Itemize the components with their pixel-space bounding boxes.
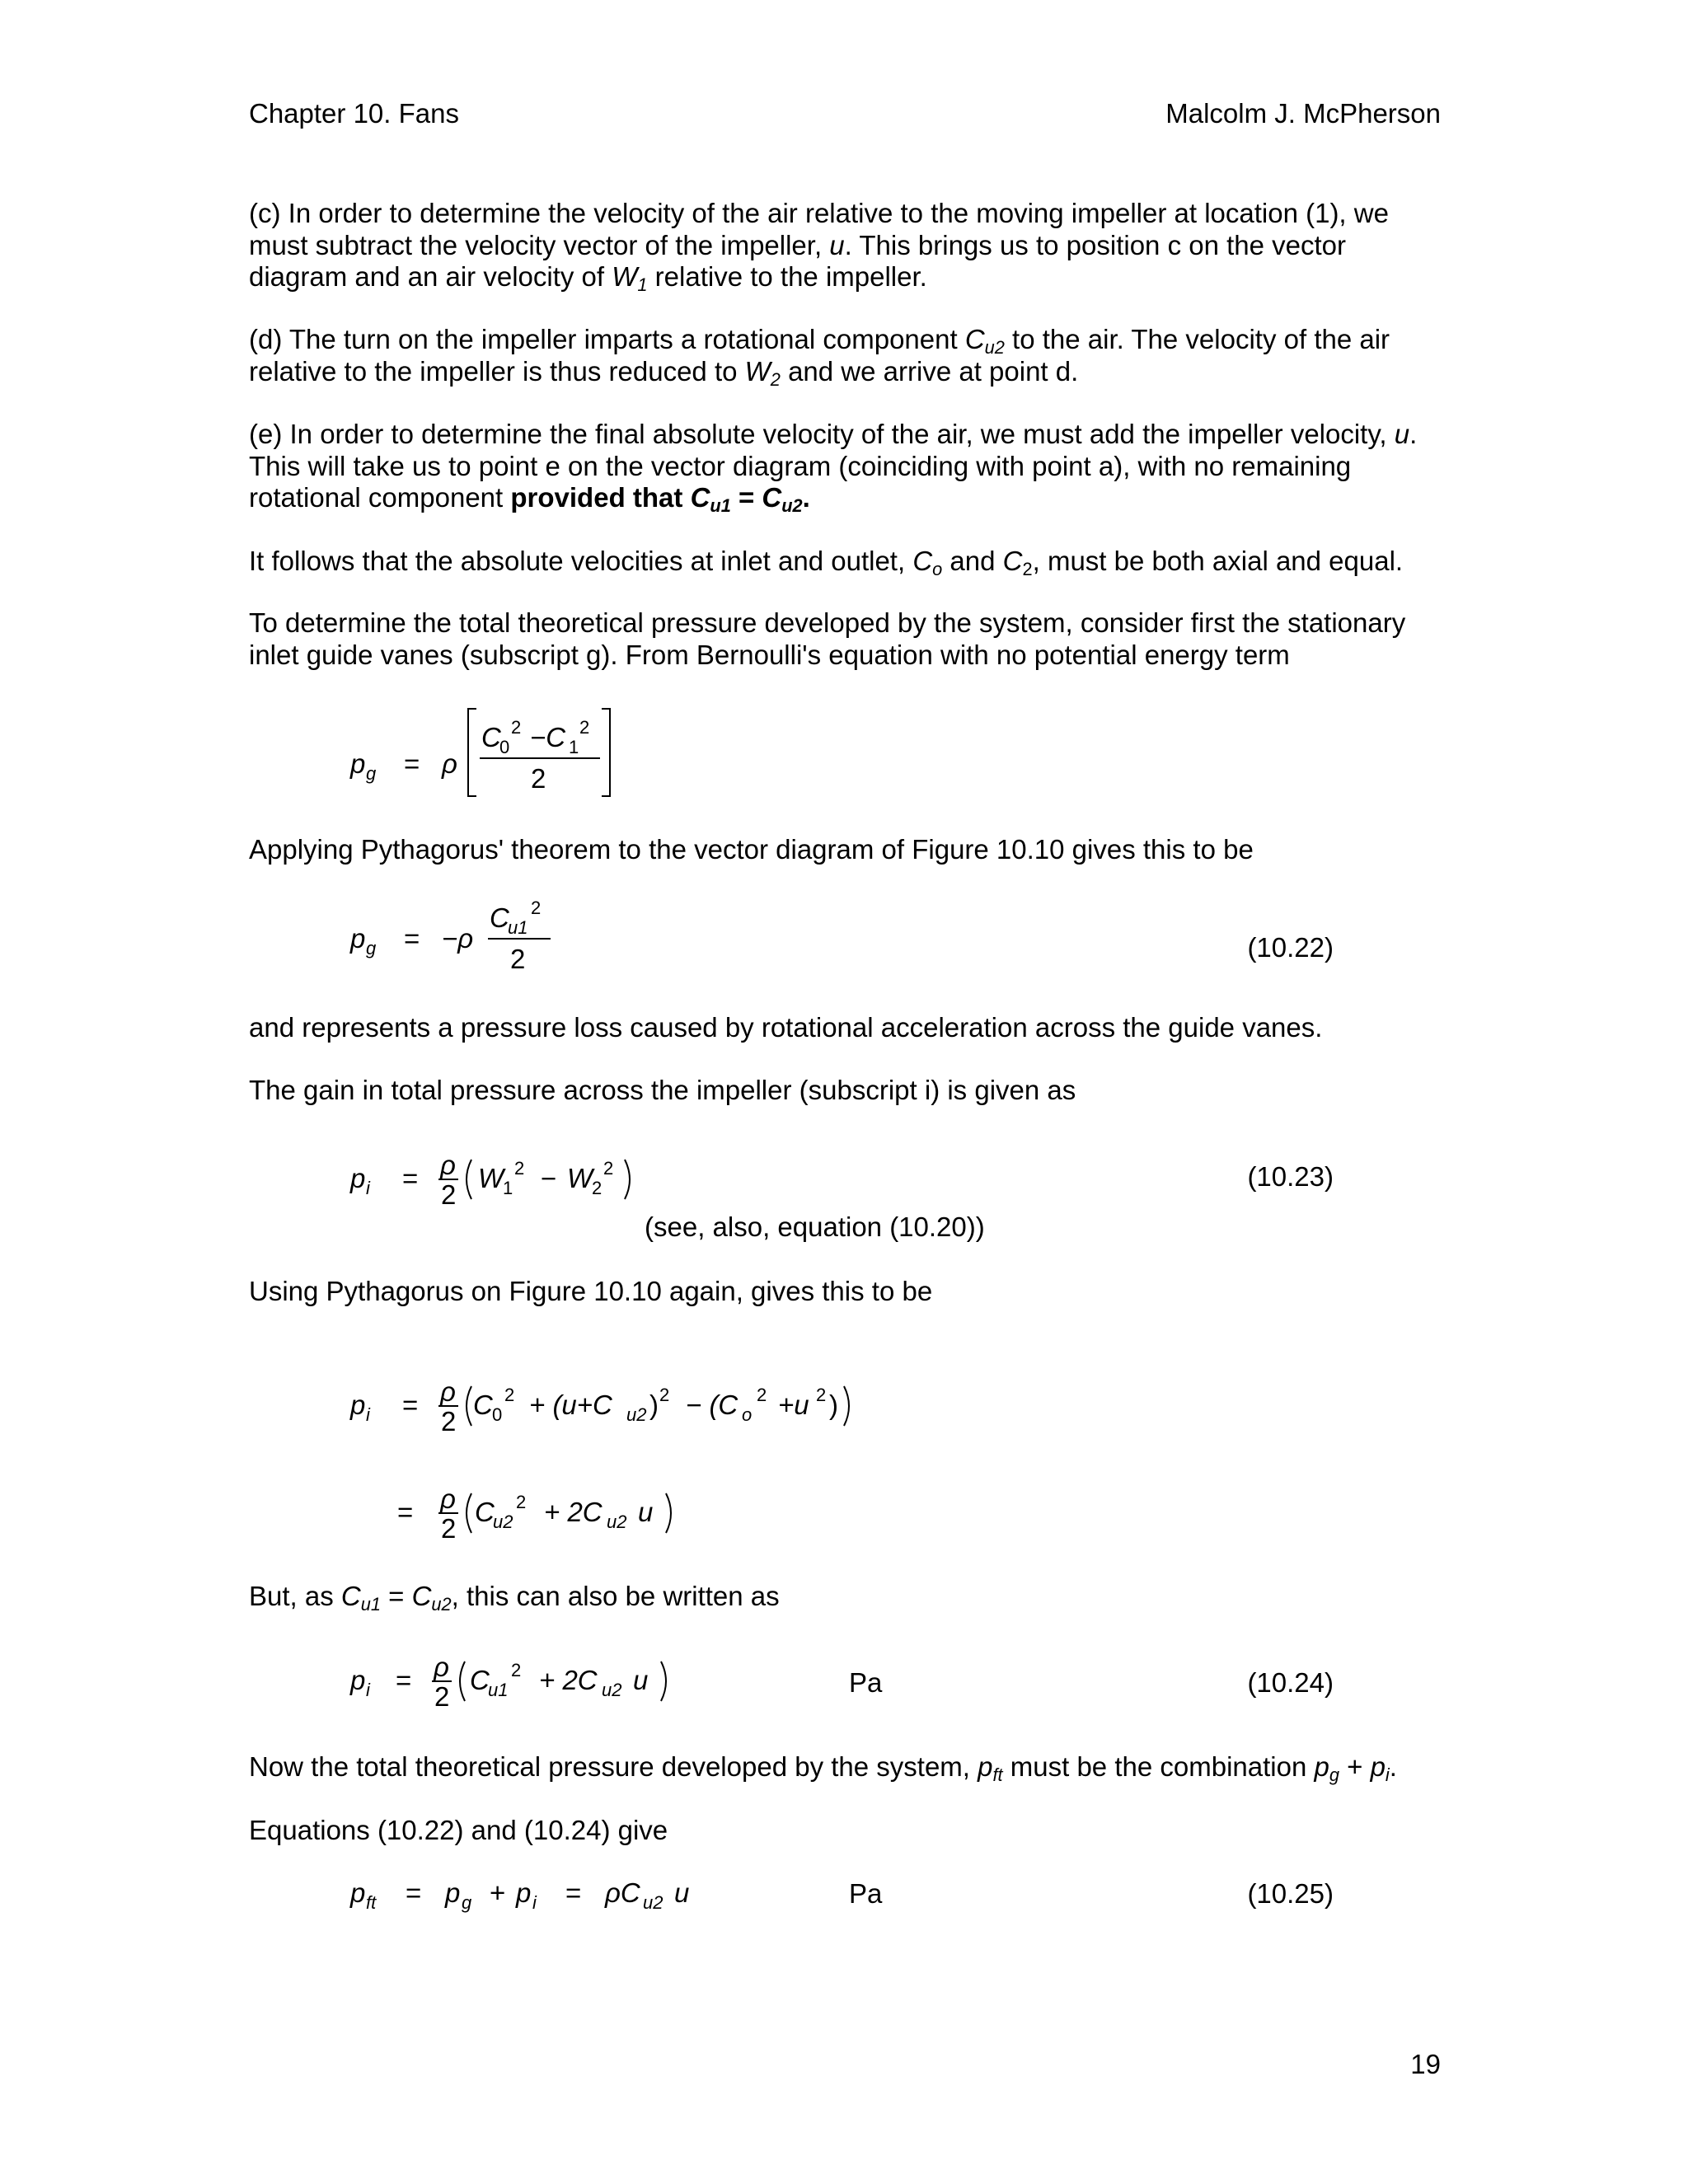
eq-rho: ρ bbox=[440, 1376, 456, 1407]
chapter-header: Chapter 10. Fans bbox=[249, 98, 459, 129]
subscript: u1 bbox=[360, 1594, 381, 1615]
left-paren bbox=[460, 1661, 465, 1701]
symbol: u bbox=[829, 229, 845, 260]
eq-denominator: 2 bbox=[441, 1179, 457, 1210]
left-bracket bbox=[468, 709, 476, 796]
eq-subscript: u2 bbox=[626, 1404, 647, 1425]
author-header: Malcolm J. McPherson bbox=[1165, 98, 1441, 129]
text: (c) In order to determine the velocity of the air relative to the moving impeller at location (1), we bbox=[249, 198, 1389, 228]
eq-subscript: 0 bbox=[499, 737, 510, 757]
subscript: ft bbox=[992, 1765, 1003, 1786]
symbol: W bbox=[744, 355, 771, 387]
eq-term: + (u+C bbox=[529, 1390, 612, 1420]
text-line bbox=[249, 356, 1452, 388]
equation-note: (see, also, equation (10.20)) bbox=[645, 1212, 985, 1242]
eq-term: − (C bbox=[686, 1390, 738, 1420]
symbol: C bbox=[340, 1581, 361, 1611]
eq-subscript: u1 bbox=[508, 917, 528, 938]
text-line bbox=[249, 1075, 1452, 1107]
text: diagram and an air velocity of bbox=[249, 261, 612, 292]
eq-symbol: u bbox=[638, 1497, 654, 1527]
text: and bbox=[942, 546, 1003, 576]
text: This will take us to point e on the vector diagram (coinciding with point a), with no remaining bbox=[249, 450, 1352, 481]
eq-symbol: p bbox=[350, 1390, 366, 1420]
eq-subscript: o bbox=[742, 1404, 753, 1425]
eq-equals: = bbox=[404, 923, 420, 954]
eq-term: +u bbox=[778, 1390, 809, 1420]
eq-superscript: 2 bbox=[659, 1385, 670, 1405]
eq-subscript: ft bbox=[366, 1892, 377, 1913]
text: Using Pythagorus on Figure 10.10 again, gives this to be bbox=[249, 1276, 933, 1306]
paragraph-pythagorus-again bbox=[249, 1276, 1452, 1308]
equation-number: (10.24) bbox=[1247, 1667, 1334, 1698]
eq-equals: = bbox=[406, 1877, 422, 1908]
text: to the air. The velocity of the air bbox=[1004, 324, 1390, 354]
eq-paren: ) bbox=[829, 1390, 838, 1420]
eq-symbol: C bbox=[481, 722, 501, 752]
symbol: C bbox=[964, 324, 985, 354]
text: To determine the total theoretical pressure developed by the system, consider first the stationary bbox=[249, 607, 1406, 638]
eq-symbol: p bbox=[516, 1877, 532, 1908]
eq-denominator: 2 bbox=[510, 944, 526, 974]
eq-subscript: i bbox=[366, 1404, 370, 1425]
paragraph-pythagoras bbox=[249, 834, 1452, 866]
equation-10-25 bbox=[0, 1864, 742, 1930]
equation-number: (10.23) bbox=[1247, 1161, 1334, 1192]
eq-equals: = bbox=[402, 1163, 419, 1193]
eq-symbol: −C bbox=[530, 722, 566, 752]
right-paren bbox=[844, 1386, 849, 1426]
text: The gain in total pressure across the impeller (subscript i) is given as bbox=[249, 1075, 1076, 1105]
text-line bbox=[249, 640, 1452, 672]
text-line bbox=[249, 230, 1452, 262]
eq-subscript: u2 bbox=[493, 1511, 513, 1532]
text: (d) The turn on the impeller imparts a rotational component bbox=[249, 324, 965, 354]
eq-paren: ) bbox=[649, 1390, 659, 1420]
text: (e) In order to determine the final absolute velocity of the air, we must add the impeller velocity, bbox=[249, 419, 1395, 449]
eq-symbol: W bbox=[478, 1163, 504, 1193]
eq-symbol: C bbox=[475, 1497, 495, 1527]
eq-superscript: 2 bbox=[531, 898, 542, 918]
eq-term: + 2C bbox=[539, 1665, 598, 1695]
paragraph-but-as bbox=[249, 1581, 1452, 1613]
left-paren bbox=[467, 1493, 471, 1533]
text: inlet guide vanes (subscript g). From Bernoulli's equation with no potential energy term bbox=[249, 639, 1290, 670]
text: relative to the impeller. bbox=[647, 261, 927, 292]
eq-symbol: p bbox=[350, 748, 366, 779]
subscript: u1 bbox=[710, 495, 731, 517]
eq-symbol: C bbox=[490, 902, 509, 933]
equation-number: (10.25) bbox=[1247, 1878, 1334, 1909]
eq-symbol: p bbox=[350, 923, 366, 954]
eq-denominator: 2 bbox=[441, 1406, 457, 1436]
paragraph-follows bbox=[249, 546, 1452, 578]
right-paren bbox=[661, 1661, 666, 1701]
eq-denominator: 2 bbox=[531, 763, 546, 794]
paragraph-e bbox=[249, 419, 1452, 517]
symbol: C bbox=[690, 482, 710, 513]
eq-rho: −ρ bbox=[442, 923, 474, 954]
equation-10-22 bbox=[0, 894, 742, 993]
paragraph-pressure-loss bbox=[249, 1012, 1452, 1044]
equation-10-23 bbox=[0, 1141, 742, 1224]
equation-impeller-expanded bbox=[0, 1368, 907, 1451]
text: . This brings us to position c on the vector bbox=[844, 229, 1347, 260]
text: + bbox=[1339, 1751, 1371, 1782]
symbol: p bbox=[978, 1751, 993, 1782]
text: Applying Pythagorus' theorem to the vector diagram of Figure 10.10 gives this to be bbox=[249, 834, 1254, 865]
eq-rho: ρ bbox=[440, 1483, 456, 1514]
subscript: 2 bbox=[1022, 559, 1033, 580]
paragraph-total-pressure bbox=[249, 1751, 1452, 1786]
eq-superscript: 2 bbox=[579, 717, 590, 738]
subscript: i bbox=[1385, 1765, 1390, 1786]
text-line bbox=[249, 324, 1452, 359]
text: , this can also be written as bbox=[451, 1581, 780, 1611]
eq-equals: = bbox=[397, 1497, 414, 1527]
text-line bbox=[249, 1276, 1452, 1308]
subscript: g bbox=[1329, 1765, 1339, 1786]
eq-superscript: 2 bbox=[757, 1385, 767, 1405]
eq-subscript: g bbox=[366, 763, 377, 784]
text: = bbox=[380, 1581, 412, 1611]
text: and we arrive at point d. bbox=[780, 355, 1079, 387]
eq-term: ρC bbox=[605, 1877, 640, 1908]
eq-symbol: W bbox=[567, 1163, 593, 1193]
equation-10-24 bbox=[0, 1643, 742, 1726]
left-paren bbox=[467, 1386, 471, 1426]
text-line bbox=[249, 451, 1452, 483]
eq-superscript: 2 bbox=[603, 1158, 614, 1179]
eq-plus: + bbox=[490, 1877, 506, 1908]
eq-subscript: u2 bbox=[607, 1511, 627, 1532]
symbol: p bbox=[1314, 1751, 1329, 1782]
text: Equations (10.22) and (10.24) give bbox=[249, 1815, 668, 1845]
text: relative to the impeller is thus reduced to bbox=[249, 355, 745, 387]
eq-minus: − bbox=[541, 1163, 557, 1193]
text: . bbox=[1409, 419, 1418, 449]
unit-pa: Pa bbox=[849, 1667, 883, 1698]
text-line bbox=[249, 1815, 1452, 1847]
subscript: u2 bbox=[984, 337, 1005, 359]
paragraph-equations-give bbox=[249, 1815, 1452, 1847]
symbol: u bbox=[1394, 419, 1410, 449]
unit-pa: Pa bbox=[849, 1878, 883, 1909]
text: . bbox=[1389, 1751, 1397, 1782]
text: must be the combination bbox=[1002, 1751, 1315, 1782]
eq-subscript: i bbox=[366, 1178, 370, 1198]
eq-rho: ρ bbox=[442, 748, 457, 779]
eq-subscript: i bbox=[366, 1680, 370, 1700]
symbol: C bbox=[411, 1581, 432, 1611]
text-line bbox=[249, 482, 1452, 517]
symbol: W bbox=[612, 261, 638, 292]
eq-equals: = bbox=[402, 1390, 419, 1420]
eq-superscript: 2 bbox=[511, 1660, 522, 1680]
eq-equals: = bbox=[565, 1877, 582, 1908]
text: = bbox=[730, 482, 762, 513]
eq-superscript: 2 bbox=[511, 717, 522, 738]
eq-superscript: 2 bbox=[504, 1385, 515, 1405]
eq-rho: ρ bbox=[440, 1150, 456, 1180]
eq-symbol: p bbox=[350, 1163, 366, 1193]
text: . bbox=[802, 482, 810, 513]
equation-number: (10.22) bbox=[1247, 932, 1334, 963]
subscript: o bbox=[932, 559, 943, 580]
right-paren bbox=[666, 1493, 671, 1533]
bold-condition bbox=[510, 482, 810, 517]
symbol: C bbox=[1002, 546, 1023, 576]
text: Now the total theoretical pressure developed by the system, bbox=[249, 1751, 978, 1782]
text-line bbox=[249, 834, 1452, 866]
eq-equals: = bbox=[404, 748, 420, 779]
text: must subtract the velocity vector of the impeller, bbox=[249, 229, 830, 260]
paragraph-impeller-gain bbox=[249, 1075, 1452, 1107]
eq-superscript: 2 bbox=[816, 1385, 827, 1405]
symbol: C bbox=[762, 482, 782, 513]
eq-term: + 2C bbox=[544, 1497, 603, 1527]
eq-symbol: u bbox=[633, 1665, 649, 1695]
eq-symbol: p bbox=[350, 1665, 366, 1695]
eq-symbol: C bbox=[473, 1390, 493, 1420]
text-line bbox=[249, 1751, 1452, 1786]
text-line bbox=[249, 1012, 1452, 1044]
text: It follows that the absolute velocities at inlet and outlet, bbox=[249, 546, 913, 576]
eq-subscript: 2 bbox=[592, 1178, 603, 1198]
eq-symbol: u bbox=[674, 1877, 690, 1908]
symbol: C bbox=[912, 546, 933, 576]
eq-denominator: 2 bbox=[434, 1681, 450, 1712]
left-paren bbox=[467, 1160, 471, 1199]
eq-superscript: 2 bbox=[516, 1492, 527, 1512]
eq-symbol: C bbox=[470, 1665, 490, 1695]
eq-subscript: u1 bbox=[488, 1680, 509, 1700]
text: provided that bbox=[510, 482, 691, 513]
text-line bbox=[249, 1581, 1452, 1613]
right-paren bbox=[625, 1160, 630, 1199]
eq-subscript: 0 bbox=[492, 1404, 503, 1425]
paragraph-bernoulli bbox=[249, 607, 1452, 671]
eq-subscript: g bbox=[462, 1892, 472, 1913]
eq-superscript: 2 bbox=[514, 1158, 525, 1179]
page-number: 19 bbox=[1410, 2049, 1441, 2079]
equation-pg-bernoulli bbox=[0, 692, 742, 808]
eq-subscript: i bbox=[532, 1892, 537, 1913]
eq-subscript: u2 bbox=[643, 1892, 663, 1913]
symbol: p bbox=[1370, 1751, 1386, 1782]
text: rotational component bbox=[249, 482, 511, 513]
eq-equals: = bbox=[396, 1665, 412, 1695]
right-bracket bbox=[602, 709, 610, 796]
text-line bbox=[249, 607, 1452, 640]
eq-denominator: 2 bbox=[441, 1513, 457, 1544]
text: and represents a pressure loss caused by rotational acceleration across the guide vanes. bbox=[249, 1012, 1323, 1043]
eq-subscript: 1 bbox=[569, 737, 579, 757]
eq-rho: ρ bbox=[434, 1652, 449, 1682]
subscript: u2 bbox=[431, 1594, 452, 1615]
subscript: 2 bbox=[770, 368, 781, 390]
equation-impeller-simplified bbox=[0, 1475, 742, 1558]
text-line bbox=[249, 261, 1452, 296]
text-line bbox=[249, 546, 1452, 578]
text: But, as bbox=[249, 1581, 341, 1611]
eq-subscript: u2 bbox=[602, 1680, 622, 1700]
paragraph-d bbox=[249, 324, 1452, 390]
eq-subscript: g bbox=[366, 938, 377, 958]
subscript: u2 bbox=[781, 495, 803, 517]
eq-subscript: 1 bbox=[503, 1178, 513, 1198]
eq-symbol: p bbox=[445, 1877, 461, 1908]
subscript: 1 bbox=[637, 274, 648, 296]
paragraph-c bbox=[249, 198, 1452, 296]
text: , must be both axial and equal. bbox=[1032, 546, 1404, 576]
eq-symbol: p bbox=[350, 1877, 366, 1908]
text-line bbox=[249, 198, 1452, 230]
text-line bbox=[249, 419, 1452, 451]
